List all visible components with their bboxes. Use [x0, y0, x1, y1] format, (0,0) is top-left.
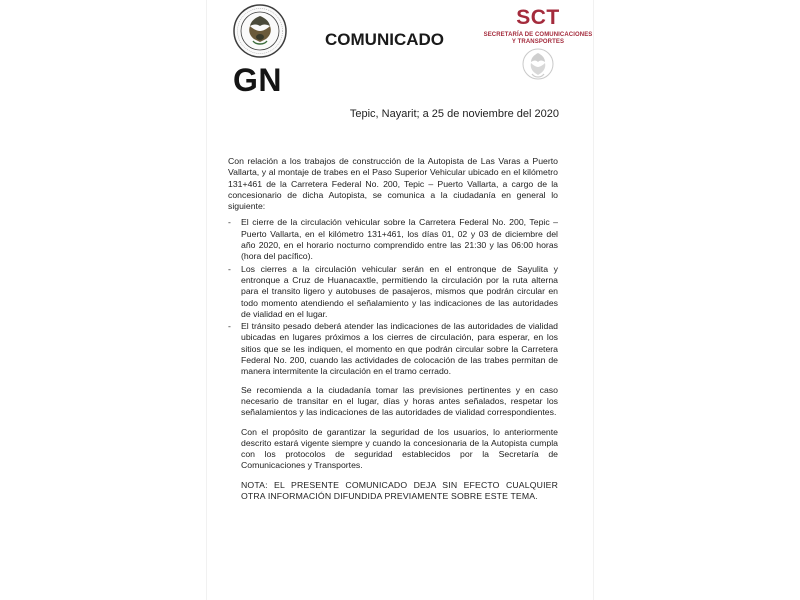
guardia-nacional-seal-icon: [233, 4, 287, 58]
list-item: - Los cierres a la circulación vehicular serán en el entronque de Sayulita y entronque a Cruz de Huanacaxtle, permitiendo la circulación por la ruta alterna para el transito ligero y autobuses de pasajeros, mismos que podrán circular en todo momento atendiendo el señalamiento y las indicaciones de las autoridades de vialidad en el lugar.: [241, 264, 558, 320]
security-paragraph: Con el propósito de garantizar la seguridad de los usuarios, lo anteriormente descrito estará vigente siempre y cuando la concesionaria de la Autopista cumpla con los protocolos de seguridad establecidos por la Secretaría de Comunicaciones y Transportes.: [241, 426, 558, 471]
gn-logo-text: GN: [233, 62, 282, 98]
recommendation-paragraph: Se recomienda a la ciudadanía tomar las previsiones pertinentes y en caso necesario de transitar en el lugar, días y horas antes señalados, respetar los señalamientos y las indicaciones de las autoridades de vialidad correspondientes.: [241, 384, 558, 418]
list-item: - El tránsito pesado deberá atender las indicaciones de las autoridades de vialidad ubicadas en lugares próximos a los cierres de circulación, para esperar, en los sitios que se les indiquen, el momento en que podrán circular sobre la Carretera Federal No. 200, cuando las actividades de colocación de las trabes permitan de manera intermitente la circulación en el tramo cerrado.: [241, 321, 558, 377]
measures-list: [228, 217, 558, 377]
document-title: COMUNICADO: [325, 30, 444, 49]
document-page: [207, 0, 593, 600]
nota-paragraph: NOTA: EL PRESENTE COMUNICADO DEJA SIN EFECTO CUALQUIER OTRA INFORMACIÓN DIFUNDIDA PREVIAMENTE SOBRE ESTE TEMA.: [241, 479, 558, 502]
intro-paragraph: Con relación a los trabajos de construcción de la Autopista de Las Varas a Puerto Vallarta, y al montaje de trabes en el Paso Superior Vehicular ubicado en el kilómetro 131+461 de la Carretera Federal No. 200, Tepic – Puerto Vallarta, a cargo de la concesionario de dicha Autopista, se comunica a la ciudadanía en general lo siguiente:: [228, 156, 558, 212]
sct-name-line-1: SECRETARÍA DE COMUNICACIONES: [483, 32, 593, 38]
date-line: Tepic, Nayarit; a 25 de noviembre del 2020: [349, 108, 559, 120]
mexico-coat-of-arms-icon: [521, 47, 555, 81]
communique-body: [228, 156, 558, 502]
sct-logo: [483, 4, 593, 82]
sct-logo-text: SCT: [516, 6, 560, 29]
list-item: - El cierre de la circulación vehicular sobre la Carretera Federal No. 200, Tepic – Puerto Vallarta, en el kilómetro 131+461, los días 01, 02 y 03 de diciembre del año 2020, en el horario nocturno comprendido entre las 21:30 y las 06:00 horas (hora del pacífico).: [241, 217, 558, 262]
sct-name-line-2: Y TRANSPORTES: [511, 39, 565, 45]
